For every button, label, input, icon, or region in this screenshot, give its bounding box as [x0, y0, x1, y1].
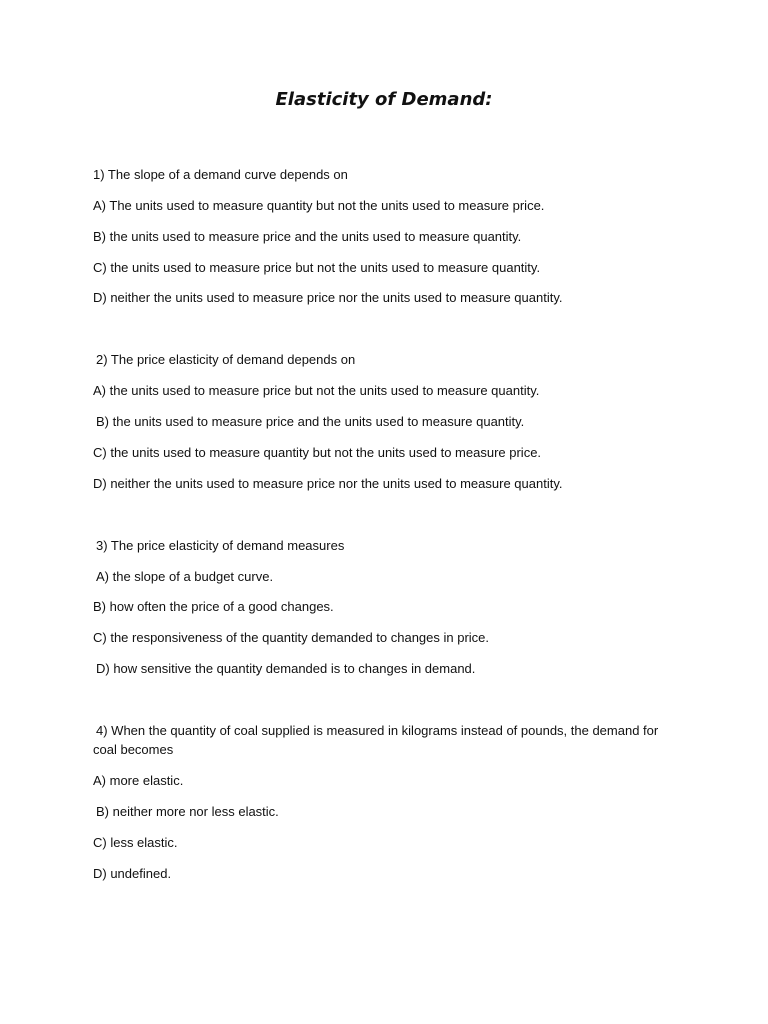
question-4-prompt: 4) When the quantity of coal supplied is measured in kilograms instead of pounds, the demand for coal becomes: [93, 723, 659, 757]
question-2-option-c: C) the units used to measure quantity but not the units used to measure price.: [93, 445, 542, 460]
question-3-option-c: C) the responsiveness of the quantity demanded to changes in price.: [93, 630, 490, 645]
question-4-option-a: A) more elastic.: [93, 773, 184, 788]
question-1-option-a: A) The units used to measure quantity but not the units used to measure price.: [93, 198, 545, 213]
question-4-option-d: D) undefined.: [93, 866, 172, 881]
question-1-option-d: D) neither the units used to measure price nor the units used to measure quantity.: [93, 290, 563, 305]
question-3-option-b: B) how often the price of a good changes.: [93, 599, 334, 614]
question-2-option-d: D) neither the units used to measure price nor the units used to measure quantity.: [93, 476, 563, 491]
document-title: Elasticity of Demand:: [275, 89, 493, 110]
question-2-option-a: A) the units used to measure price but not the units used to measure quantity.: [93, 383, 540, 398]
question-4-option-c: C) less elastic.: [93, 835, 178, 850]
question-1-option-b: B) the units used to measure price and the units used to measure quantity.: [93, 229, 522, 244]
question-3-prompt: 3) The price elasticity of demand measures: [96, 538, 345, 553]
question-1-prompt: 1) The slope of a demand curve depends on: [93, 167, 348, 182]
question-4-option-b: B) neither more nor less elastic.: [96, 804, 279, 819]
question-3-option-a: A) the slope of a budget curve.: [96, 569, 274, 584]
question-1-option-c: C) the units used to measure price but not the units used to measure quantity.: [93, 260, 541, 275]
question-3-option-d: D) how sensitive the quantity demanded is to changes in demand.: [96, 661, 476, 676]
question-2-option-b: B) the units used to measure price and the units used to measure quantity.: [96, 414, 525, 429]
question-2-prompt: 2) The price elasticity of demand depends on: [96, 352, 356, 367]
